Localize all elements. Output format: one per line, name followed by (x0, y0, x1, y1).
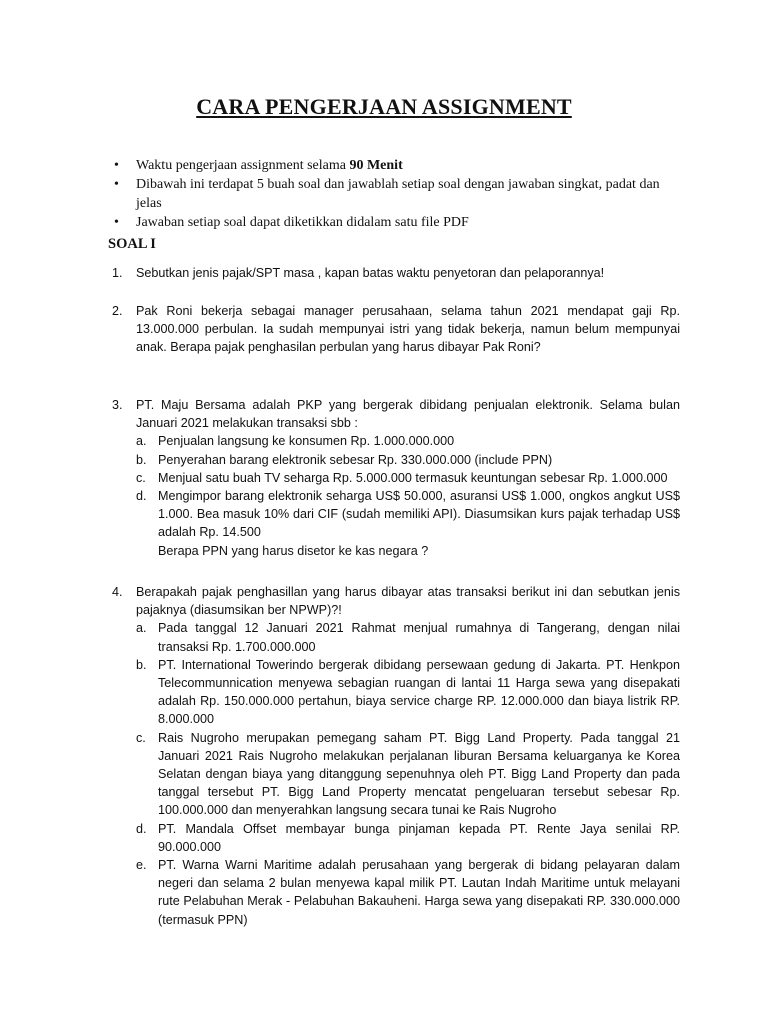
sub-item-letter: d. (136, 821, 147, 836)
sub-item-letter: e. (136, 858, 147, 873)
question-number: 4. (112, 585, 123, 599)
instruction-text: Waktu pengerjaan assignment selama (136, 158, 350, 173)
instruction-item: • Dibawah ini terdapat 5 buah soal dan jawablah setiap soal dengan jawaban singkat, padat dan jelas (108, 175, 688, 213)
question-text: PT. Maju Bersama adalah PKP yang bergerak dibidang penjualan elektronik. Selama bulan Januari 2021 melakukan transaksi sbb : (136, 398, 680, 431)
sub-item-text: PT. Mandala Offset membayar bunga pinjaman kepada PT. Rente Jaya senilai RP. 90.000.000 (158, 821, 680, 854)
duration-text: 90 Menit (349, 158, 403, 173)
question-number: 2. (112, 304, 123, 318)
sub-item-text: Penyerahan barang elektronik sebesar Rp. 330.000.000 (include PPN) (158, 452, 553, 467)
instruction-item (108, 156, 688, 175)
sub-item (136, 487, 680, 542)
question-text: Sebutkan jenis pajak/SPT masa , kapan batas waktu penyetoran dan pelaporannya! (136, 266, 605, 280)
question-4 (112, 583, 680, 929)
question-text: Berapakah pajak penghasillan yang harus dibayar atas transaksi berikut ini dan sebutkan jenis pajaknya (diasumsikan ber NPWP)?! (136, 585, 680, 618)
sub-item-text: Menjual satu buah TV seharga Rp. 5.000.000 termasuk keuntungan sebesar Rp. 1.000.000 (158, 470, 668, 485)
sub-item-text: Rais Nugroho merupakan pemegang saham PT. Bigg Land Property. Pada tanggal 21 Januari 2021 Rais Nugroho melakukan perjalanan liburan Bersama keluarganya ke Korea Selatan dengan biaya yang ditanggung sepenuhnya oleh PT. Bigg Land Property dan pada tanggal tersebut PT. Bigg Land Property mencatat pengeluaran tersebut sebesar Rp. 100.000.000 dan menyerahkan langsung secara tunai ke Rais Nugroho (158, 730, 680, 818)
sub-item (136, 729, 680, 820)
sub-item (136, 856, 680, 929)
sub-item-text: Mengimpor barang elektronik seharga US$ 50.000, asuransi US$ 1.000, ongkos angkut US$ 1.000. Bea masuk 10% dari CIF (sudah memiliki API). Diasumsikan kurs pajak terhadap US$ adalah Rp. 14.500 (158, 489, 680, 540)
sub-item (136, 820, 680, 856)
sub-item-letter: c. (136, 730, 146, 745)
sub-item (136, 451, 680, 469)
instruction-item: • Jawaban setiap soal dapat diketikkan didalam satu file PDF (108, 213, 688, 232)
question-text: Pak Roni bekerja sebagai manager perusahaan, selama tahun 2021 mendapat gaji Rp. 13.000.000 perbulan. Ia sudah mempunyai istri yang tidak bekerja, namun belum mempunyai anak. Berapa pajak penghasilan perbulan yang harus dibayar Pak Roni? (136, 304, 680, 355)
question-3 (112, 396, 680, 560)
sub-item-letter: a. (136, 621, 147, 636)
sub-item-text: Pada tanggal 12 Januari 2021 Rahmat menjual rumahnya di Tangerang, dengan nilai transaksi Rp. 1.700.000.000 (158, 621, 680, 654)
sub-item-letter: c. (136, 470, 146, 485)
sub-item-text: PT. International Towerindo bergerak dibidang persewaan gedung di Jakarta. PT. Henkpon Telecommunnication menyewa sebagian ruangan di lantai 11 Harga sewa yang disepakati adalah Rp. 150.000.000 pertahun, biaya service charge RP. 12.000.000 dan biaya listrik RP. 8.000.000 (158, 657, 680, 727)
section-heading: SOAL I (108, 236, 156, 252)
sub-item (136, 469, 680, 487)
sub-item-text: PT. Warna Warni Maritime adalah perusahaan yang bergerak di bidang pelayaran dalam negeri dan selama 2 bulan menyewa kapal milik PT. Lautan Indah Maritime untuk melayani rute Pelabuhan Merak - Pelabuhan Bakauheni. Harga sewa yang disepakati RP. 330.000.000 (termasuk PPN) (158, 858, 680, 927)
sub-item-letter: a. (136, 434, 147, 449)
document-title: CARA PENGERJAAN ASSIGNMENT (196, 94, 572, 119)
sub-item-letter: d. (136, 489, 147, 504)
question-number: 1. (112, 266, 123, 280)
question-1 (112, 264, 680, 282)
sub-item (136, 432, 680, 450)
sub-item-text: Penjualan langsung ke konsumen Rp. 1.000.000.000 (158, 434, 455, 449)
instruction-list (108, 156, 688, 232)
sub-item (136, 656, 680, 729)
sub-item (136, 619, 680, 655)
sub-item-letter: b. (136, 452, 147, 467)
question-closing: Berapa PPN yang harus disetor ke kas negara ? (158, 543, 429, 558)
sub-item-letter: b. (136, 657, 147, 672)
question-2 (112, 302, 680, 357)
question-number: 3. (112, 398, 123, 412)
